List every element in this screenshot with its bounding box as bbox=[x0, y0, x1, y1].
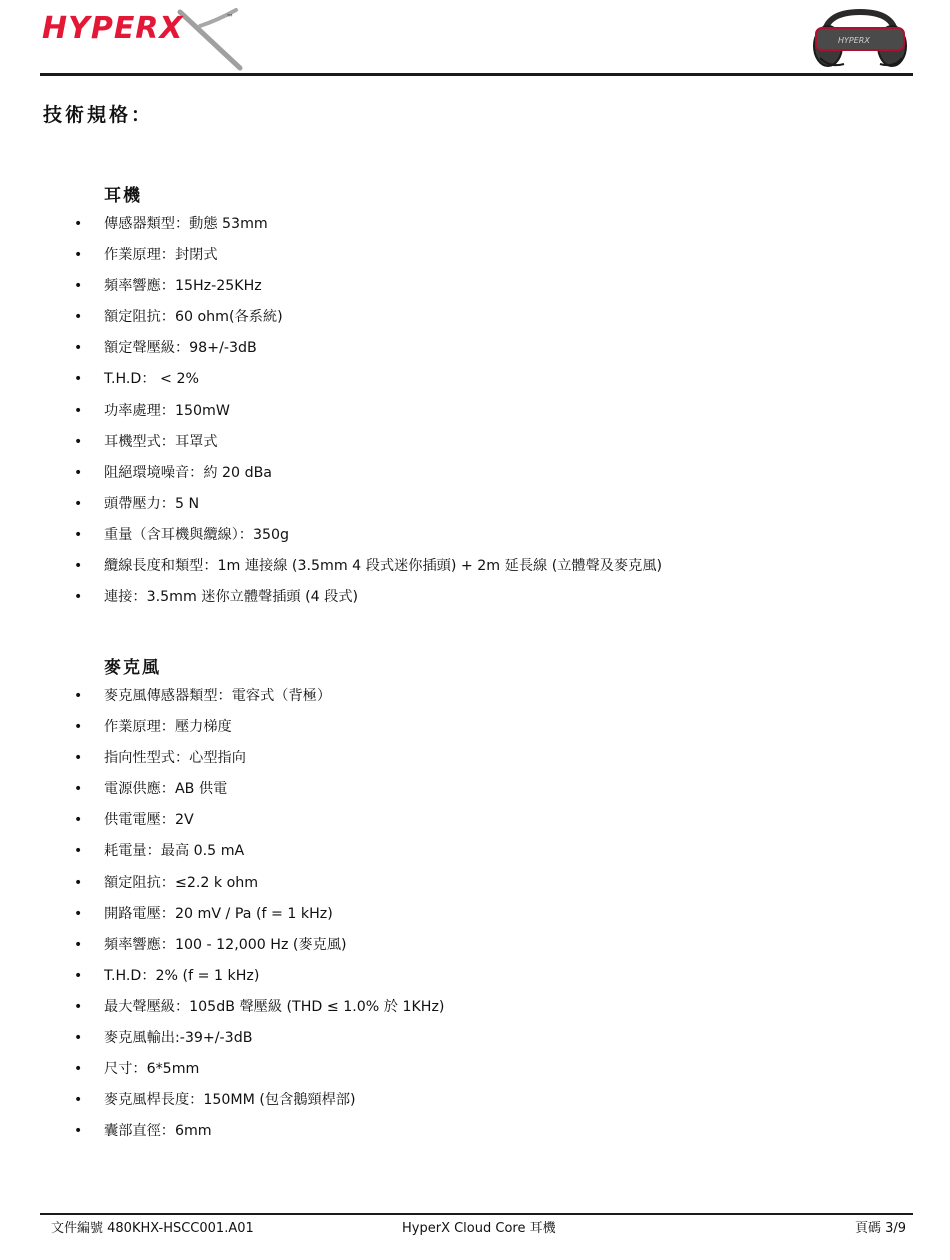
bullet: • bbox=[74, 998, 83, 1015]
headphone-spec-list bbox=[0, 214, 662, 618]
list-item: • 傳感器類型：動態 53mm bbox=[74, 216, 268, 232]
list-item: • 頻率響應：15Hz-25KHz bbox=[74, 278, 262, 295]
bullet: • bbox=[74, 812, 83, 829]
bullet: • bbox=[74, 558, 83, 575]
bullet: • bbox=[74, 843, 83, 860]
bullet: • bbox=[74, 309, 83, 326]
bullet: • bbox=[74, 402, 83, 419]
bullet: • bbox=[74, 371, 83, 388]
list-item: • 額定聲壓級：98+/-3dB bbox=[74, 340, 257, 357]
footer-divider bbox=[40, 1213, 913, 1215]
page-title: 技術規格： bbox=[43, 104, 154, 126]
svg-text:HYPERX: HYPERX bbox=[42, 11, 184, 46]
bullet: • bbox=[74, 750, 83, 767]
svg-text:HYPERX: HYPERX bbox=[838, 36, 870, 45]
list-item: • 纜線長度和類型：1m 連接線 (3.5mm 4 段式迷你插頭) + 2m 延長線 (立體聲及麥克風) bbox=[74, 558, 663, 575]
bullet: • bbox=[74, 874, 83, 891]
list-item: • 功率處理：150mW bbox=[74, 402, 230, 419]
bullet: • bbox=[74, 278, 83, 295]
list-item: • 連接：3.5mm 迷你立體聲插頭 (4 段式) bbox=[74, 589, 359, 606]
hyperx-logo bbox=[40, 6, 250, 72]
page-header bbox=[0, 0, 950, 80]
list-item: • 囊部直徑：6mm bbox=[74, 1123, 212, 1140]
list-item: • T.H.D： < 2% bbox=[74, 371, 199, 388]
list-item: • 供電電壓：2V bbox=[74, 812, 194, 829]
list-item: • 阻絕環境噪音：約 20 dBa bbox=[74, 464, 273, 481]
list-item: • 指向性型式：心型指向 bbox=[74, 750, 246, 767]
page-number: 頁碼 3/9 bbox=[854, 1221, 906, 1236]
bullet: • bbox=[74, 247, 83, 264]
bullet: • bbox=[74, 526, 83, 543]
list-item: • 頭帶壓力：5 N bbox=[74, 495, 200, 512]
list-item: • 電源供應：AB 供電 bbox=[74, 781, 228, 798]
bullet: • bbox=[74, 433, 83, 450]
bullet: • bbox=[74, 688, 83, 704]
bullet: • bbox=[74, 495, 83, 512]
bullet: • bbox=[74, 719, 83, 736]
bullet: • bbox=[74, 1061, 83, 1078]
list-item: • 頻率響應：100 - 12,000 Hz (麥克風) bbox=[74, 936, 347, 953]
list-item: • 作業原理：封閉式 bbox=[74, 247, 218, 264]
section-title-headphones: 耳機 bbox=[104, 186, 142, 206]
list-item: • 麥克風桿長度：150MM (包含鵝頸桿部) bbox=[74, 1092, 356, 1109]
header-divider bbox=[40, 73, 913, 76]
list-item: • 最大聲壓級：105dB 聲壓級 (THD ≤ 1.0% 於 1KHz) bbox=[74, 998, 445, 1015]
bullet: • bbox=[74, 216, 83, 232]
bullet: • bbox=[74, 464, 83, 481]
bullet: • bbox=[74, 1030, 83, 1047]
list-item: • 開路電壓：20 mV / Pa (f = 1 kHz) bbox=[74, 905, 333, 922]
bullet: • bbox=[74, 1123, 83, 1140]
list-item: • T.H.D：2% (f = 1 kHz) bbox=[74, 967, 260, 984]
microphone-spec-list bbox=[0, 686, 444, 1152]
list-item: • 重量（含耳機與纜線）：350g bbox=[74, 526, 290, 543]
list-item: • 額定阻抗：60 ohm(各系統) bbox=[74, 309, 283, 326]
svg-text:™: ™ bbox=[226, 13, 234, 22]
list-item: • 作業原理：壓力梯度 bbox=[74, 719, 232, 736]
bullet: • bbox=[74, 967, 83, 984]
list-item: • 耗電量：最高 0.5 mA bbox=[74, 843, 245, 860]
section-title-microphone: 麥克風 bbox=[104, 658, 161, 678]
bullet: • bbox=[74, 936, 83, 953]
product-name: HyperX Cloud Core 耳機 bbox=[402, 1221, 556, 1236]
headset-image bbox=[810, 8, 910, 70]
bullet: • bbox=[74, 905, 83, 922]
bullet: • bbox=[74, 340, 83, 357]
list-item: • 額定阻抗：≤2.2 k ohm bbox=[74, 874, 259, 891]
list-item: • 麥克風傳感器類型：電容式（背極） bbox=[74, 688, 332, 704]
list-item: • 麥克風輸出:-39+/-3dB bbox=[74, 1030, 253, 1047]
bullet: • bbox=[74, 1092, 83, 1109]
list-item: • 尺寸：6*5mm bbox=[74, 1061, 200, 1078]
bullet: • bbox=[74, 781, 83, 798]
list-item: • 耳機型式：耳罩式 bbox=[74, 433, 218, 450]
bullet: • bbox=[74, 589, 83, 606]
document-number: 文件編號 480KHX-HSCC001.A01 bbox=[51, 1221, 254, 1236]
